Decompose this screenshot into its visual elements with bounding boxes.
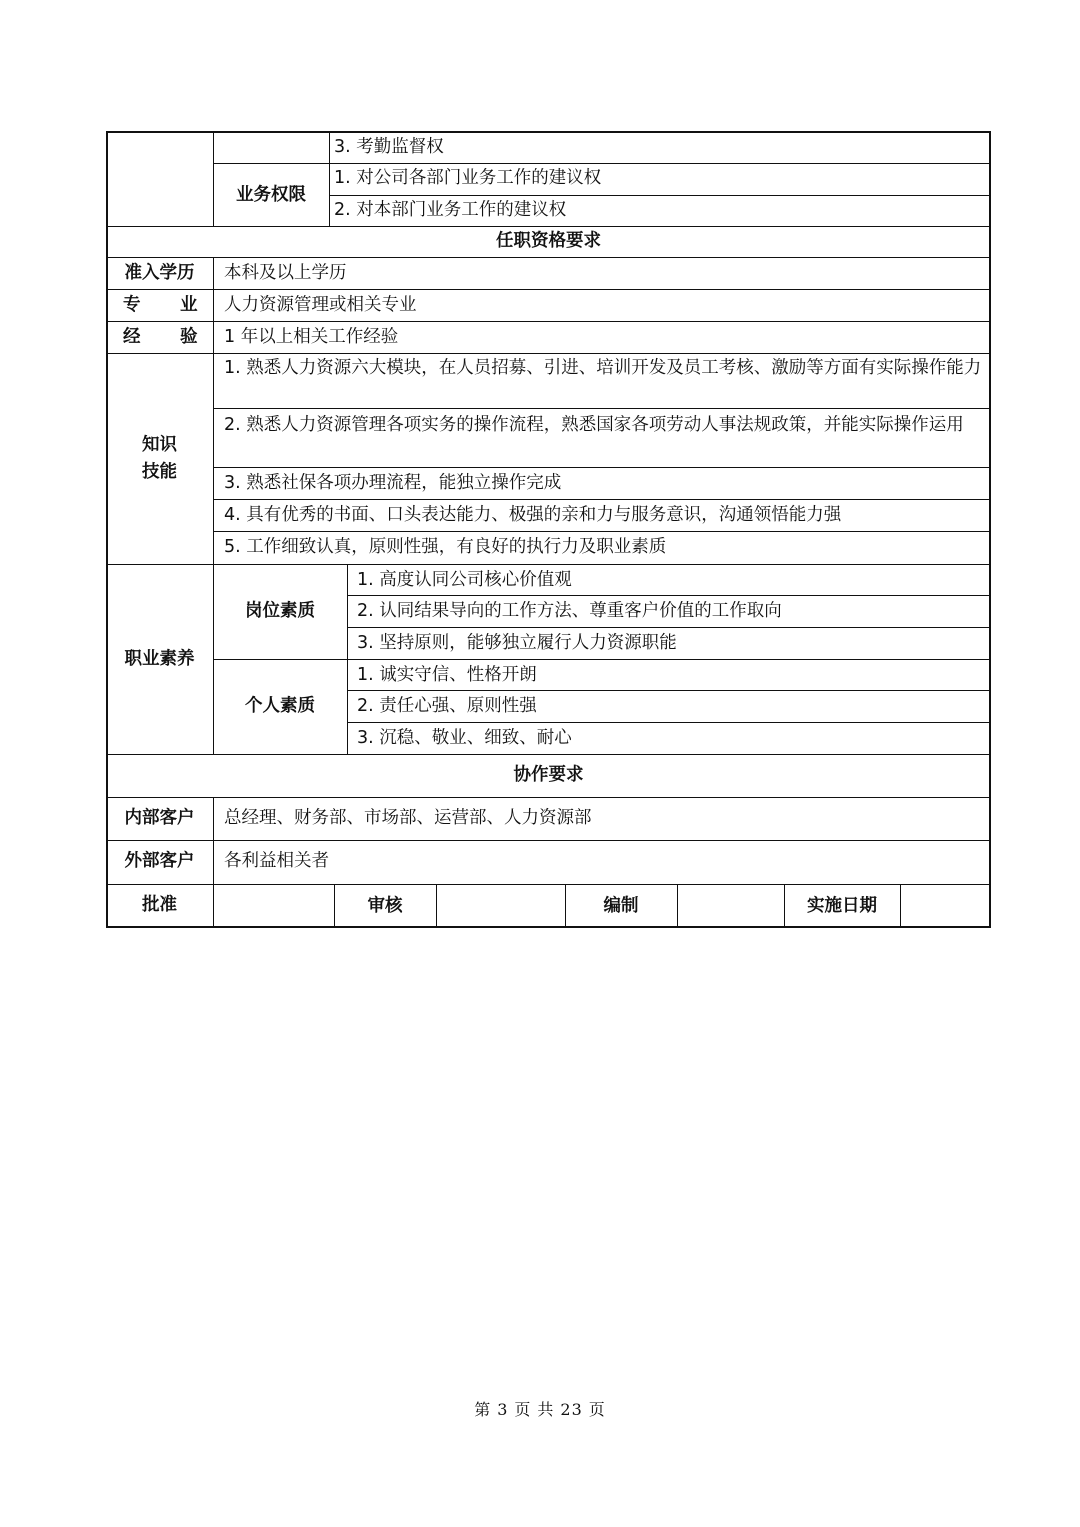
skills-item: 1. 熟悉人力资源六大模块，在人员招募、引进、培训开发及员工考核、激励等方面有实际操作能力	[224, 358, 982, 378]
row-divider	[106, 226, 991, 227]
page-footer	[0, 1397, 1080, 1420]
major-label: 业	[180, 295, 198, 315]
approve-label: 批准	[142, 895, 177, 915]
cell-divider	[347, 595, 991, 596]
cell-divider	[213, 659, 991, 660]
personal-quality-item: 1. 诚实守信、性格开朗	[357, 665, 537, 685]
review-label: 审核	[367, 896, 403, 916]
col-divider	[213, 131, 214, 227]
row-divider	[106, 884, 991, 885]
position-quality-label: 岗位素质	[245, 601, 315, 621]
major-value: 人力资源管理或相关专业	[224, 295, 417, 315]
row-divider	[106, 353, 991, 354]
personal-quality-item: 3. 沉稳、敬业、细致、耐心	[357, 728, 572, 748]
business-authority-item: 1. 对公司各部门业务工作的建议权	[334, 168, 602, 188]
row-divider	[106, 257, 991, 258]
current-page-number: 3	[497, 1400, 509, 1419]
qualification-header: 任职资格要求	[496, 231, 601, 251]
col-divider	[329, 131, 330, 227]
business-authority-item: 2. 对本部门业务工作的建议权	[334, 200, 567, 220]
row-divider	[106, 321, 991, 322]
cell-divider	[347, 690, 991, 691]
footer-page-word: 页	[514, 1400, 532, 1419]
professionalism-label: 职业素养	[124, 649, 195, 669]
major-label: 专	[123, 295, 141, 315]
skills-item: 2. 熟悉人力资源管理各项实务的操作流程，熟悉国家各项劳动人事法规政策，并能实际操作运用	[224, 415, 964, 435]
footer-total-word: 共	[537, 1400, 555, 1419]
col-divider	[677, 884, 678, 928]
cooperation-header: 协作要求	[513, 765, 584, 785]
internal-client-value: 总经理、财务部、市场部、运营部、人力资源部	[224, 808, 592, 828]
experience-label: 验	[180, 327, 198, 347]
external-client-value: 各利益相关者	[224, 851, 329, 871]
cell-divider	[213, 408, 991, 409]
total-page-number: 23	[560, 1400, 583, 1419]
internal-client-label: 内部客户	[124, 808, 195, 828]
skills-item: 5. 工作细致认真，原则性强，有良好的执行力及职业素质	[224, 537, 667, 557]
col-divider	[213, 257, 214, 754]
skills-label: 知识	[142, 435, 177, 455]
personal-quality-item: 2. 责任心强、原则性强	[357, 696, 537, 716]
cell-divider	[347, 722, 991, 723]
skills-label: 技能	[142, 462, 177, 482]
cell-divider	[213, 531, 991, 532]
experience-label: 经	[123, 327, 141, 347]
row-divider	[106, 840, 991, 841]
cell-divider	[213, 499, 991, 500]
footer-prefix: 第	[474, 1400, 492, 1419]
position-quality-item: 1. 高度认同公司核心价值观	[357, 570, 572, 590]
position-quality-item: 3. 坚持原则，能够独立履行人力资源职能	[357, 633, 677, 653]
education-value: 本科及以上学历	[224, 263, 347, 283]
col-divider	[436, 884, 437, 928]
business-authority-label: 业务权限	[236, 185, 306, 205]
cell-divider	[213, 467, 991, 468]
attendance-authority-item: 3. 考勤监督权	[334, 137, 444, 157]
row-divider	[106, 754, 991, 755]
effective-date-label: 实施日期	[807, 896, 877, 916]
cell-divider	[329, 163, 991, 164]
compile-label: 编制	[603, 896, 639, 916]
footer-suffix: 页	[588, 1400, 606, 1419]
position-quality-item: 2. 认同结果导向的工作方法、尊重客户价值的工作取向	[357, 601, 782, 621]
col-divider	[213, 797, 214, 928]
cell-divider	[213, 163, 329, 164]
cell-divider	[329, 195, 991, 196]
personal-quality-label: 个人素质	[245, 696, 315, 716]
col-divider	[900, 884, 901, 928]
skills-item: 3. 熟悉社保各项办理流程，能独立操作完成	[224, 473, 562, 493]
skills-item: 4. 具有优秀的书面、口头表达能力、极强的亲和力与服务意识，沟通领悟能力强	[224, 505, 842, 525]
cell-divider	[347, 627, 991, 628]
external-client-label: 外部客户	[124, 851, 195, 871]
col-divider	[347, 564, 348, 754]
row-divider	[106, 564, 991, 565]
row-divider	[106, 289, 991, 290]
experience-value: 1 年以上相关工作经验	[224, 327, 399, 347]
row-divider	[106, 797, 991, 798]
education-label: 准入学历	[124, 263, 195, 283]
